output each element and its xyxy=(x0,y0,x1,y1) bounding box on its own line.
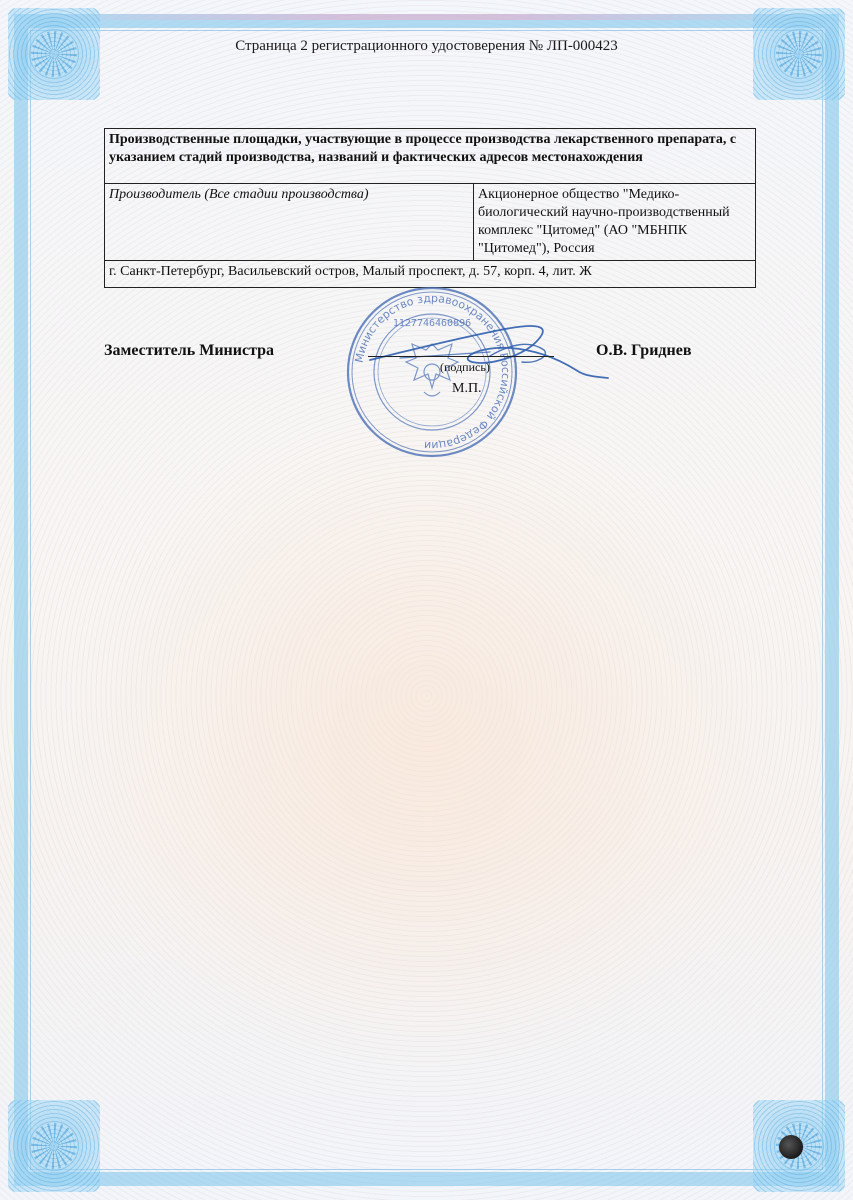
corner-rosette-icon xyxy=(8,1100,100,1192)
stamp-ogrn: 1127746460896 xyxy=(392,318,472,329)
manufacturer-organization: Акционерное общество "Медико-биологический научно-производственный комплекс "Цитомед" (АО "МБНПК "Цитомед"), Россия xyxy=(474,184,756,261)
decorative-border-accent xyxy=(14,14,839,20)
manufacturer-role: Производитель (Все стадии производства) xyxy=(105,184,474,261)
table-row xyxy=(105,129,756,184)
signatory-name: О.В. Гриднев xyxy=(596,342,692,359)
table-row xyxy=(105,184,756,261)
stamp-outer-text: Министерство здравоохранения оссийской Федерации xyxy=(352,291,513,453)
page-header: Страница 2 регистрационного удостоверения № ЛП-000423 xyxy=(235,38,618,54)
production-sites-table xyxy=(104,128,756,288)
seal-mark: М.П. xyxy=(452,381,482,396)
signature-caption: (подпись) xyxy=(440,360,490,374)
signatory-title: Заместитель Министра xyxy=(104,342,275,359)
table-heading: Производственные площадки, участвующие в процессе производства лекарственного препарата, с указанием стадий производства, названий и фактических адресов местонахождения xyxy=(105,129,756,184)
manufacturer-address: г. Санкт-Петербург, Васильевский остров, Малый проспект, д. 57, корп. 4, лит. Ж xyxy=(105,261,756,288)
signature-line xyxy=(368,356,554,357)
binding-hole xyxy=(779,1135,803,1159)
